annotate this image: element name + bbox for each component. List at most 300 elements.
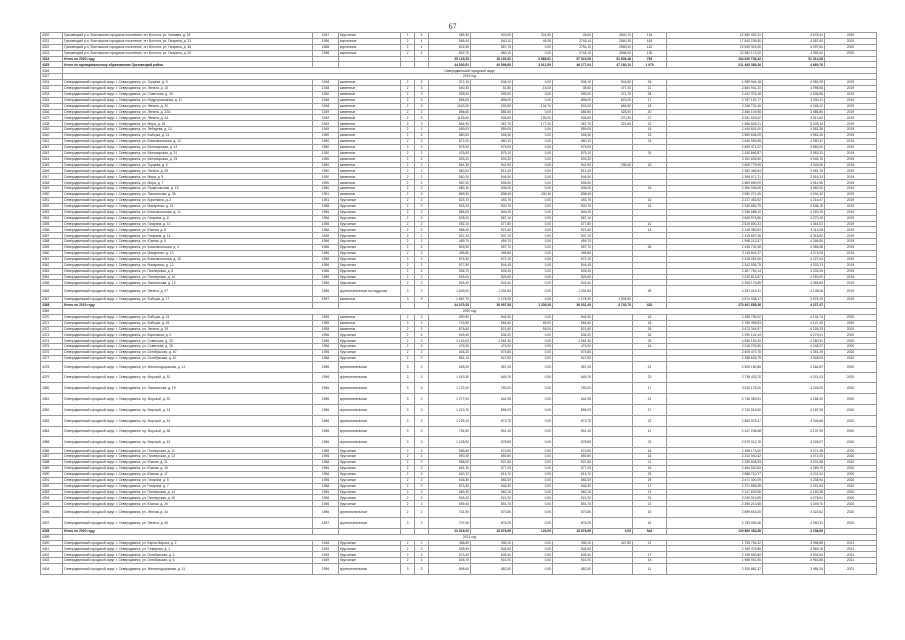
- table-cell: 2 306 908,06: [667, 186, 763, 192]
- table-cell: 2 640 053,85: [667, 139, 763, 145]
- table-cell: 2580,00: [593, 44, 633, 50]
- address-cell: Грязовецкий р-н, Вохтожское городское поселение, пгт Вохтога, ул. Гагарина, д. 31: [63, 38, 313, 44]
- table-cell: 2: [401, 250, 415, 256]
- row-number-cell: 4338: [41, 121, 63, 127]
- table-cell: 886,60: [471, 109, 513, 115]
- table-cell: 4 153,38: [763, 489, 825, 495]
- table-cell: 1956: [313, 489, 339, 495]
- table-cell: 2019: [825, 162, 877, 168]
- table-cell: 1956: [313, 227, 339, 233]
- table-cell: 537,80: [553, 460, 593, 466]
- table-cell: 16: [633, 454, 667, 460]
- table-cell: 489,30: [429, 33, 471, 39]
- table-cell: 40 598,65: [471, 62, 513, 68]
- table-cell: 525,00: [553, 274, 593, 280]
- table-row: [41, 50, 877, 56]
- address-cell: Северодвинский городской округ, г. Северодвинск, ул. Профсоюзная, д. 15: [63, 186, 313, 192]
- table-cell: 838,40: [553, 192, 593, 198]
- table-cell: 3: [401, 372, 415, 383]
- address-cell: Северодвинский городской округ, г. Северодвинск, ул. Южная, д. 19: [63, 501, 313, 507]
- row-number-cell: 4403: [41, 558, 63, 564]
- table-cell: [593, 507, 633, 518]
- table-cell: 3: [401, 405, 415, 416]
- table-row: [41, 168, 877, 174]
- table-cell: 1956: [313, 203, 339, 209]
- table-cell: 3: [415, 437, 429, 448]
- row-number-cell: 4383: [41, 415, 63, 426]
- table-cell: 4 273,09: [763, 250, 825, 256]
- table-cell: 2 442 376,18: [667, 91, 763, 97]
- table-cell: 760,00: [553, 383, 593, 394]
- address-cell: Северодвинский городской округ, г. Северодвинск, ул. Октябрьская, д. 42: [63, 356, 313, 362]
- table-cell: [593, 394, 633, 405]
- table-cell: 2: [401, 86, 415, 92]
- table-cell: 512,40: [471, 168, 513, 174]
- table-cell: 549,40: [429, 332, 471, 338]
- table-cell: 331,50: [513, 33, 553, 39]
- table-cell: 1 034,80: [471, 286, 513, 297]
- table-cell: 1956: [313, 483, 339, 489]
- table-cell: 2: [401, 215, 415, 221]
- table-cell: 670,80: [471, 507, 513, 518]
- address-cell: Северодвинский городской округ, г. Северодвинск, ул. Комсомольская, д. 16: [63, 256, 313, 262]
- table-cell: 581,30: [429, 162, 471, 168]
- table-cell: 19: [633, 127, 667, 133]
- table-cell: брусчатые: [339, 356, 401, 362]
- table-cell: 3: [415, 405, 429, 416]
- table-row: [41, 383, 877, 394]
- table-row: [41, 477, 877, 483]
- address-cell: Северодвинский городской округ, г. Северодвинск, ул. Ленина, д. 20: [63, 103, 313, 109]
- table-cell: 1 609,00: [429, 286, 471, 297]
- table-cell: 1 064,30: [471, 338, 513, 344]
- row-number-cell: 4394: [41, 495, 63, 501]
- table-cell: 4 113,08: [763, 227, 825, 233]
- table-cell: 170 401 658,36: [667, 302, 763, 308]
- table-cell: 1956: [313, 454, 339, 460]
- row-number-cell: 4332: [41, 86, 63, 92]
- table-cell: 0,00: [513, 546, 553, 552]
- address-cell: Северодвинский городской округ, г. Северодвинск, ул. Гагарина, д. 14: [63, 233, 313, 239]
- table-cell: брусчатые: [339, 268, 401, 274]
- table-row: [41, 320, 877, 326]
- table-cell: 821,60: [471, 326, 513, 332]
- table-cell: 4 271,35: [763, 448, 825, 454]
- table-cell: 545,30: [553, 268, 593, 274]
- table-cell: 0,00: [513, 239, 553, 245]
- table-cell: кирпичные: [339, 38, 401, 44]
- address-cell: Северодвинский городской округ, г. Северодвинск, ул. Макаренко, д. 10: [63, 250, 313, 256]
- table-cell: 38,60: [553, 86, 593, 92]
- table-cell: 503,20: [471, 156, 513, 162]
- table-cell: каменные: [339, 174, 401, 180]
- table-cell: 2: [401, 180, 415, 186]
- address-cell: Северодвинский городской округ, г. Северодвинск, ул. Ленина, д. 24: [63, 115, 313, 121]
- table-row: [41, 256, 877, 262]
- table-cell: 1 278,30: [471, 297, 513, 303]
- table-cell: 1956: [313, 372, 339, 383]
- table-cell: 2019: [825, 80, 877, 86]
- table-cell: 2: [401, 91, 415, 97]
- table-row: [41, 80, 877, 86]
- table-row: [41, 405, 877, 416]
- table-cell: 1948: [313, 103, 339, 109]
- table-cell: каменные: [339, 139, 401, 145]
- table-cell: 4 351,29: [763, 350, 825, 356]
- table-cell: 15,00: [513, 86, 553, 92]
- table-cell: 475,00: [429, 344, 471, 350]
- table-cell: 2 298 175,89: [667, 280, 763, 286]
- table-cell: 0,00: [513, 245, 553, 251]
- table-cell: 3: [401, 297, 415, 303]
- table-cell: 2: [401, 133, 415, 139]
- table-cell: 2019: [825, 203, 877, 209]
- table-row: [41, 203, 877, 209]
- table-cell: брусчатые: [339, 245, 401, 251]
- table-cell: 2 664 931,20: [667, 86, 763, 92]
- table-cell: 2 336 688,10: [667, 209, 763, 215]
- table-cell: 1956: [313, 38, 339, 44]
- table-cell: 16: [633, 507, 667, 518]
- table-cell: [593, 405, 633, 416]
- table-cell: 741,50: [429, 507, 471, 518]
- table-row: [41, 280, 877, 286]
- table-cell: 2020: [825, 344, 877, 350]
- table-cell: 3: [415, 103, 429, 109]
- table-cell: 0,00: [513, 437, 553, 448]
- table-cell: 2: [415, 483, 429, 489]
- table-cell: 1 064,30: [553, 338, 593, 344]
- table-cell: 546,30: [471, 133, 513, 139]
- table-cell: 2: [415, 274, 429, 280]
- table-row: [41, 227, 877, 233]
- table-cell: 2: [401, 540, 415, 546]
- table-cell: 1 722,00: [429, 383, 471, 394]
- table-cell: 1956: [313, 332, 339, 338]
- table-cell: 2019: [825, 297, 877, 303]
- table-cell: 0,00: [513, 227, 553, 233]
- table-cell: 2: [415, 168, 429, 174]
- table-row: [41, 454, 877, 460]
- table-row: [41, 274, 877, 280]
- table-cell: 2: [415, 546, 429, 552]
- table-row: [41, 394, 877, 405]
- table-cell: 573,20: [429, 552, 471, 558]
- table-cell: 2019: [825, 91, 877, 97]
- row-number-cell: 4401: [41, 546, 63, 552]
- table-cell: 2 399 071,71: [667, 174, 763, 180]
- table-cell: 0,00: [513, 280, 553, 286]
- table-cell: 523,70: [429, 197, 471, 203]
- row-number-cell: 4353: [41, 209, 63, 215]
- table-cell: 0,00: [513, 314, 553, 320]
- table-cell: 0,00: [513, 564, 553, 575]
- table-cell: 2: [401, 356, 415, 362]
- table-cell: 2 738 433,70: [667, 372, 763, 383]
- table-cell: 2: [415, 109, 429, 115]
- table-cell: 2: [415, 144, 429, 150]
- table-cell: 547,50: [471, 356, 513, 362]
- table-cell: 2 746 389,51: [667, 394, 763, 405]
- row-number-cell: 4339: [41, 127, 63, 133]
- table-cell: 1 998 213,37: [667, 239, 763, 245]
- table-cell: 22 580 392,31: [667, 33, 763, 39]
- table-row: [41, 197, 877, 203]
- table-cell: 2: [415, 465, 429, 471]
- table-cell: 3: [415, 426, 429, 437]
- table-cell: 590,30: [429, 454, 471, 460]
- table-row: [41, 262, 877, 268]
- table-cell: 646,20: [429, 350, 471, 356]
- table-cell: 15: [633, 558, 667, 564]
- table-cell: 2020: [825, 405, 877, 416]
- table-cell: 2 455 173,00: [667, 448, 763, 454]
- address-cell: Северодвинский городской округ, г. Северодвинск, ул. Беломорская, д. 13: [63, 144, 313, 150]
- table-cell: брусчатые: [339, 454, 401, 460]
- table-cell: брусчатые: [339, 489, 401, 495]
- table-cell: 16: [633, 517, 667, 528]
- table-row: [41, 501, 877, 507]
- table-cell: 2019: [825, 209, 877, 215]
- table-cell: брусчатые: [339, 465, 401, 471]
- table-cell: 599,00: [553, 91, 593, 97]
- table-row: [41, 97, 877, 103]
- table-cell: 525,00: [471, 274, 513, 280]
- address-cell: Северодвинский городской округ, г. Северодвинск, ул. Ленина, д. 22А: [63, 109, 313, 115]
- table-cell: 575,00: [471, 144, 513, 150]
- address-cell: Северодвинский городской округ, г. Северодвинск, пр. Морской, д. 34: [63, 415, 313, 426]
- table-cell: 4 246,12: [763, 103, 825, 109]
- table-cell: 2 505 470,76: [667, 350, 763, 356]
- table-cell: 2: [401, 338, 415, 344]
- table-row: [41, 268, 877, 274]
- table-row: [41, 495, 877, 501]
- table-cell: 4: [415, 44, 429, 50]
- table-cell: 546,50: [471, 174, 513, 180]
- table-cell: 587,10: [553, 215, 593, 221]
- address-cell: Северодвинский городской округ, г. Северодвинск, ул. Макаренко, д. 21: [63, 203, 313, 209]
- table-cell: 0,00: [513, 383, 553, 394]
- table-cell: 4 187,05: [763, 405, 825, 416]
- table-cell: 2019: [825, 97, 877, 103]
- table-cell: 540,30: [429, 86, 471, 92]
- table-cell: 18 192,62: [471, 56, 513, 62]
- row-number-cell: 4375: [41, 344, 63, 350]
- table-cell: брусчатые: [339, 552, 401, 558]
- table-cell: 4 201,58: [763, 460, 825, 466]
- table-cell: 1950: [313, 186, 339, 192]
- table-cell: 4 361,03: [763, 221, 825, 227]
- table-cell: каменные: [339, 168, 401, 174]
- table-cell: 535,00: [471, 186, 513, 192]
- table-cell: 2: [401, 489, 415, 495]
- table-cell: 620,70: [429, 471, 471, 477]
- table-cell: 2: [401, 280, 415, 286]
- table-cell: 1956: [313, 233, 339, 239]
- table-row: [41, 297, 877, 303]
- table-cell: 676,20: [471, 517, 513, 528]
- table-cell: 2 118 602,27: [667, 250, 763, 256]
- table-cell: 1956: [313, 239, 339, 245]
- table-cell: 495,80: [429, 250, 471, 256]
- table-cell: 1956: [313, 262, 339, 268]
- table-cell: 25 123,53: [429, 56, 471, 62]
- table-cell: 1956: [313, 361, 339, 372]
- table-cell: 2020: [825, 495, 877, 501]
- table-cell: 2: [415, 233, 429, 239]
- table-cell: 2: [415, 454, 429, 460]
- table-cell: 1950: [313, 133, 339, 139]
- table-cell: 2 756 399,63: [667, 320, 763, 326]
- address-cell: Северодвинский городской округ, г. Северодвинск, ул. Бойчука, д. 24: [63, 314, 313, 320]
- table-cell: 1 208,30: [513, 302, 553, 308]
- row-number-cell: 4392: [41, 483, 63, 489]
- table-cell: 0,00: [513, 150, 553, 156]
- address-cell: Северодвинский городской округ, г. Северодвинск, ул. Октябрьская, д. 40: [63, 350, 313, 356]
- table-cell: [593, 437, 633, 448]
- row-number-cell: 4362: [41, 262, 63, 268]
- table-cell: 16: [633, 197, 667, 203]
- table-cell: 15: [633, 471, 667, 477]
- table-cell: 22: [633, 121, 667, 127]
- table-cell: 1947: [313, 33, 339, 39]
- table-cell: 2: [415, 460, 429, 466]
- row-number-cell: 4393: [41, 489, 63, 495]
- row-number-cell: 4399: [41, 534, 63, 540]
- table-cell: 1958: [313, 50, 339, 56]
- table-cell: 559,00: [471, 127, 513, 133]
- table-cell: 4 308,00: [763, 356, 825, 362]
- table-cell: 4 050,37: [763, 139, 825, 145]
- table-cell: 673,70: [553, 415, 593, 426]
- table-cell: 3: [401, 426, 415, 437]
- table-cell: 2020: [825, 383, 877, 394]
- table-cell: 430,40: [513, 192, 553, 198]
- table-cell: 2: [401, 221, 415, 227]
- table-cell: 760,00: [471, 383, 513, 394]
- row-number-cell: 4358: [41, 239, 63, 245]
- table-cell: 655,00: [471, 405, 513, 416]
- table-cell: 544,40: [471, 262, 513, 268]
- table-cell: крупнопанельные: [339, 361, 401, 372]
- table-cell: 2019: [825, 215, 877, 221]
- table-cell: брусчатые: [339, 215, 401, 221]
- row-number-cell: 4352: [41, 203, 63, 209]
- table-cell: 395,10: [553, 540, 593, 546]
- table-cell: 477,20: [593, 86, 633, 92]
- table-cell: 1956: [313, 426, 339, 437]
- table-cell: 164 630 736,32: [667, 56, 763, 62]
- table-cell: брусчатые: [339, 344, 401, 350]
- address-cell: Северодвинский городской округ, г. Северодвинск, ул. Ленина, д. 16: [63, 86, 313, 92]
- table-cell: 4: [415, 50, 429, 56]
- table-cell: 903,20: [553, 103, 593, 109]
- address-cell: Северодвинский городской округ, г. Северодвинск, ул. Гагарина, д. 8: [63, 215, 313, 221]
- table-cell: 521,20: [553, 495, 593, 501]
- table-cell: 590,50: [429, 314, 471, 320]
- table-cell: брусчатые: [339, 233, 401, 239]
- table-cell: [593, 372, 633, 383]
- row-number-cell: 4336: [41, 109, 63, 115]
- table-cell: 537,20: [429, 233, 471, 239]
- table-cell: 1 034,80: [553, 286, 593, 297]
- table-cell: 22: [633, 437, 667, 448]
- table-cell: 23: [633, 372, 667, 383]
- table-cell: 2: [401, 80, 415, 86]
- table-cell: 15: [633, 133, 667, 139]
- table-cell: 44 530,51: [429, 62, 471, 68]
- table-cell: 2: [415, 250, 429, 256]
- table-cell: 0,00: [513, 501, 553, 507]
- row-number-cell: 4342: [41, 144, 63, 150]
- address-cell: Итого по 2020 году: [63, 528, 313, 534]
- address-cell: Северодвинский городской округ, г. Северодвинск, ул. Пионерская, д. 8: [63, 268, 313, 274]
- table-cell: брусчатые: [339, 501, 401, 507]
- table-cell: 0,00: [513, 44, 553, 50]
- table-cell: 2: [401, 44, 415, 50]
- table-cell: 2019: [825, 180, 877, 186]
- table-cell: 495,80: [553, 250, 593, 256]
- row-number-cell: 4356: [41, 227, 63, 233]
- table-cell: 3 946,76: [763, 156, 825, 162]
- table-cell: 2: [401, 507, 415, 518]
- table-cell: 372,10: [429, 80, 471, 86]
- table-cell: 0,00: [513, 415, 553, 426]
- table-cell: 11: [633, 426, 667, 437]
- table-cell: 1955: [313, 314, 339, 320]
- table-cell: 2020: [825, 326, 877, 332]
- register-table-body: [41, 33, 877, 575]
- table-cell: 2: [401, 546, 415, 552]
- table-cell: 2019: [825, 239, 877, 245]
- table-cell: 2019: [825, 268, 877, 274]
- table-cell: 17: [633, 483, 667, 489]
- table-cell: каменные: [339, 156, 401, 162]
- table-cell: 2: [401, 227, 415, 233]
- table-cell: 1955: [313, 326, 339, 332]
- table-cell: 17 843 236,50: [667, 38, 763, 44]
- table-cell: 2020: [825, 517, 877, 528]
- table-cell: 4 108,06: [763, 286, 825, 297]
- table-cell: 896,60: [429, 109, 471, 115]
- table-cell: 684,80: [593, 103, 633, 109]
- table-row: [41, 415, 877, 426]
- row-number-cell: 4343: [41, 150, 63, 156]
- row-number-cell: 4347: [41, 174, 63, 180]
- row-number-cell: 4396: [41, 507, 63, 518]
- table-cell: 2 340 850,75: [667, 203, 763, 209]
- table-cell: 28: [633, 286, 667, 297]
- table-cell: 1956: [313, 245, 339, 251]
- table-cell: 636,30: [429, 477, 471, 483]
- table-cell: 3 578,19: [763, 297, 825, 303]
- table-cell: 1956: [313, 394, 339, 405]
- table-cell: 2020: [825, 350, 877, 356]
- table-cell: 2 145 380,83: [667, 227, 763, 233]
- table-cell: 1 228,90: [429, 437, 471, 448]
- table-cell: 3 969,16: [763, 546, 825, 552]
- register-table: [40, 32, 877, 575]
- table-cell: 576,50: [429, 256, 471, 262]
- table-cell: 560,70: [471, 139, 513, 145]
- table-cell: 2: [401, 209, 415, 215]
- table-cell: 2: [415, 356, 429, 362]
- table-cell: 535,20: [553, 332, 593, 338]
- table-cell: 503,20: [429, 156, 471, 162]
- table-cell: каменные: [339, 192, 401, 198]
- table-row: [41, 552, 877, 558]
- address-cell: Северодвинский городской округ, г. Северодвинск, ул. Северная, д. 1: [63, 546, 313, 552]
